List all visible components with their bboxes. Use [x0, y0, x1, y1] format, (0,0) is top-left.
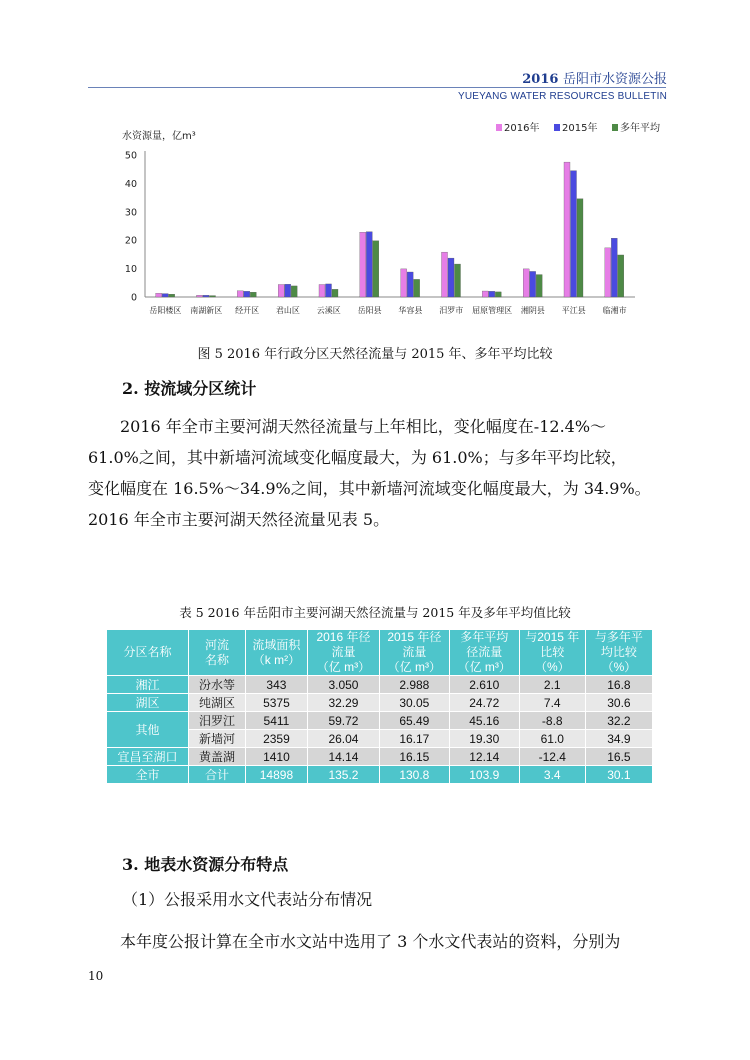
bar-2016年-汨罗市: [442, 252, 448, 297]
bar-2016年-君山区: [278, 285, 284, 297]
table-row: [107, 730, 653, 748]
section-heading-2: 2. 按流域分区统计: [122, 379, 257, 398]
bar-多年平均-平江县: [577, 199, 583, 297]
bulletin-title: [522, 68, 667, 87]
table-header-row: [107, 630, 653, 676]
cell-runoff-2015: 16.15: [379, 748, 449, 766]
col-river: 河流 名称: [189, 630, 246, 676]
table-total-row: [107, 766, 653, 784]
bar-多年平均-岳阳楼区: [169, 294, 175, 297]
runoff-table: [106, 629, 653, 784]
cell-runoff-2016: 26.04: [308, 730, 380, 748]
cell-compare-2015: 61.0: [519, 730, 585, 748]
section2-line-3: 变化幅度在 16.5%～34.9%之间，其中新墙河流域变化幅度最大，为 34.9%。: [88, 479, 651, 498]
cell-zone: 湘江: [107, 676, 189, 694]
col-zone: 分区名称: [107, 630, 189, 676]
bar-多年平均-湘阴县: [536, 275, 542, 297]
x-tick-label: 临湘市: [602, 306, 627, 315]
bar-2015年-汨罗市: [448, 258, 454, 297]
section2-line-1: 2016 年全市主要河湖天然径流量与上年相比，变化幅度在-12.4%～: [120, 417, 607, 436]
y-tick-label: 10: [124, 264, 137, 276]
cell-runoff-2015: 130.8: [379, 766, 449, 784]
y-tick-label: 0: [130, 292, 137, 304]
cell-river: 纯湖区: [189, 694, 246, 712]
bar-2016年-南湖新区: [197, 295, 203, 297]
cell-runoff-2015: 16.17: [379, 730, 449, 748]
bar-2015年-岳阳楼区: [162, 294, 168, 297]
table-row: [107, 694, 653, 712]
bar-2015年-临湘市: [611, 238, 617, 297]
cell-zone: 湖区: [107, 694, 189, 712]
bar-2016年-临湘市: [605, 248, 611, 297]
section2-line-4: 2016 年全市主要河湖天然径流量见表 5。: [88, 510, 390, 529]
section-heading-3: 3. 地表水资源分布特点: [122, 855, 289, 874]
bar-2015年-岳阳县: [366, 232, 372, 297]
cell-runoff-avg: 24.72: [449, 694, 519, 712]
cell-river: 合计: [189, 766, 246, 784]
bar-多年平均-经开区: [250, 292, 256, 297]
cell-compare-avg: 30.1: [585, 766, 652, 784]
table-row: [107, 676, 653, 694]
bar-2016年-岳阳楼区: [156, 293, 162, 297]
bar-2016年-屈原管理区: [482, 291, 488, 297]
cell-compare-avg: 16.5: [585, 748, 652, 766]
bar-多年平均-汨罗市: [455, 264, 461, 297]
bar-2015年-平江县: [571, 171, 577, 297]
bar-2015年-湘阴县: [530, 271, 536, 297]
cell-runoff-2016: 59.72: [308, 712, 380, 730]
cell-compare-2015: -8.8: [519, 712, 585, 730]
cell-zone: 宜昌至湖口: [107, 748, 189, 766]
bar-多年平均-南湖新区: [210, 296, 216, 297]
bar-2015年-君山区: [285, 284, 291, 297]
page-number: 10: [88, 969, 104, 983]
x-tick-label: 经开区: [235, 306, 260, 315]
x-tick-label: 屈原管理区: [472, 306, 513, 315]
cell-zone: 其他: [107, 712, 189, 748]
bar-多年平均-云溪区: [332, 289, 338, 297]
bar-2015年-云溪区: [326, 284, 332, 297]
runoff-bar-chart: [110, 118, 670, 328]
section2-line-2: 61.0%之间，其中新墙河流域变化幅度最大，为 61.0%；与多年平均比较，: [88, 448, 627, 467]
table-row: [107, 748, 653, 766]
cell-compare-2015: 7.4: [519, 694, 585, 712]
col-compare-2015: 与2015 年 比较 （%）: [519, 630, 585, 676]
cell-runoff-avg: 2.610: [449, 676, 519, 694]
figure-caption: 图 5 2016 年行政分区天然径流量与 2015 年、多年平均比较: [197, 347, 553, 362]
col-compare-avg: 与多年平 均比较 （%）: [585, 630, 652, 676]
legend-label: 2015年: [562, 123, 598, 134]
bar-2016年-湘阴县: [523, 269, 529, 297]
cell-area: 343: [245, 676, 307, 694]
cell-runoff-2016: 135.2: [308, 766, 380, 784]
cell-runoff-avg: 103.9: [449, 766, 519, 784]
cell-compare-avg: 30.6: [585, 694, 652, 712]
col-runoff-avg: 多年平均 径流量 （亿 m³）: [449, 630, 519, 676]
bar-2015年-屈原管理区: [489, 291, 495, 297]
x-tick-label: 湘阴县: [520, 306, 545, 315]
bar-2016年-云溪区: [319, 285, 325, 297]
section3-subheading: （1）公报采用水文代表站分布情况: [122, 890, 373, 909]
col-runoff-2016: 2016 年径 流量 （亿 m³）: [308, 630, 380, 676]
cell-compare-avg: 16.8: [585, 676, 652, 694]
bar-2016年-华容县: [401, 269, 407, 297]
cell-river: 汨罗江: [189, 712, 246, 730]
cell-runoff-avg: 19.30: [449, 730, 519, 748]
cell-area: 2359: [245, 730, 307, 748]
y-axis-label: 水资源量，亿m³: [122, 131, 196, 142]
cell-runoff-2016: 14.14: [308, 748, 380, 766]
cell-compare-avg: 32.2: [585, 712, 652, 730]
cell-runoff-avg: 45.16: [449, 712, 519, 730]
cell-compare-2015: -12.4: [519, 748, 585, 766]
x-tick-label: 岳阳县: [357, 306, 382, 315]
section3-line-1: 本年度公报计算在全市水文站中选用了 3 个水文代表站的资料，分别为: [120, 932, 621, 951]
y-tick-label: 50: [124, 150, 137, 162]
cell-zone: 全市: [107, 766, 189, 784]
y-tick-label: 20: [124, 235, 137, 247]
legend-swatch: [612, 124, 618, 131]
legend-label: 2016年: [504, 123, 540, 134]
x-tick-label: 南湖新区: [190, 306, 223, 315]
table-row: [107, 712, 653, 730]
y-tick-label: 30: [124, 207, 137, 219]
bulletin-name: 岳阳市水资源公报: [562, 72, 667, 87]
table-caption: 表 5 2016 年岳阳市主要河湖天然径流量与 2015 年及多年平均值比较: [179, 605, 571, 620]
cell-area: 5375: [245, 694, 307, 712]
cell-runoff-2015: 65.49: [379, 712, 449, 730]
cell-runoff-2015: 30.05: [379, 694, 449, 712]
x-tick-label: 汨罗市: [439, 306, 464, 315]
cell-river: 黄盖湖: [189, 748, 246, 766]
cell-compare-2015: 2.1: [519, 676, 585, 694]
bar-多年平均-岳阳县: [373, 241, 379, 297]
bar-2016年-经开区: [237, 291, 243, 297]
bar-2015年-南湖新区: [203, 295, 209, 297]
bulletin-subtitle: YUEYANG WATER RESOURCES BULLETIN: [457, 91, 667, 102]
legend-swatch: [554, 124, 560, 131]
legend-label: 多年平均: [620, 123, 660, 134]
col-runoff-2015: 2015 年径 流量 （亿 m³）: [379, 630, 449, 676]
x-tick-label: 云溪区: [316, 306, 341, 315]
cell-compare-avg: 34.9: [585, 730, 652, 748]
cell-compare-2015: 3.4: [519, 766, 585, 784]
cell-runoff-2015: 2.988: [379, 676, 449, 694]
bar-多年平均-华容县: [414, 279, 420, 297]
cell-river: 新墙河: [189, 730, 246, 748]
header-rule: [88, 87, 666, 88]
bar-多年平均-临湘市: [618, 255, 624, 297]
bulletin-year: 2016: [522, 72, 559, 87]
cell-runoff-avg: 12.14: [449, 748, 519, 766]
x-tick-label: 君山区: [275, 306, 300, 315]
bar-2016年-岳阳县: [360, 232, 366, 297]
cell-area: 5411: [245, 712, 307, 730]
bar-多年平均-屈原管理区: [495, 292, 501, 297]
bar-多年平均-君山区: [291, 286, 297, 297]
cell-river: 汾水等: [189, 676, 246, 694]
col-area: 流域面积 （k m²）: [245, 630, 307, 676]
legend-swatch: [496, 124, 502, 131]
x-tick-label: 平江县: [561, 306, 586, 315]
bar-2016年-平江县: [564, 162, 570, 297]
cell-area: 14898: [245, 766, 307, 784]
bar-2015年-经开区: [244, 291, 250, 297]
cell-runoff-2016: 32.29: [308, 694, 380, 712]
x-tick-label: 岳阳楼区: [149, 306, 182, 315]
cell-area: 1410: [245, 748, 307, 766]
bar-2015年-华容县: [407, 272, 413, 297]
cell-runoff-2016: 3.050: [308, 676, 380, 694]
y-tick-label: 40: [124, 178, 137, 190]
x-tick-label: 华容县: [398, 306, 423, 315]
